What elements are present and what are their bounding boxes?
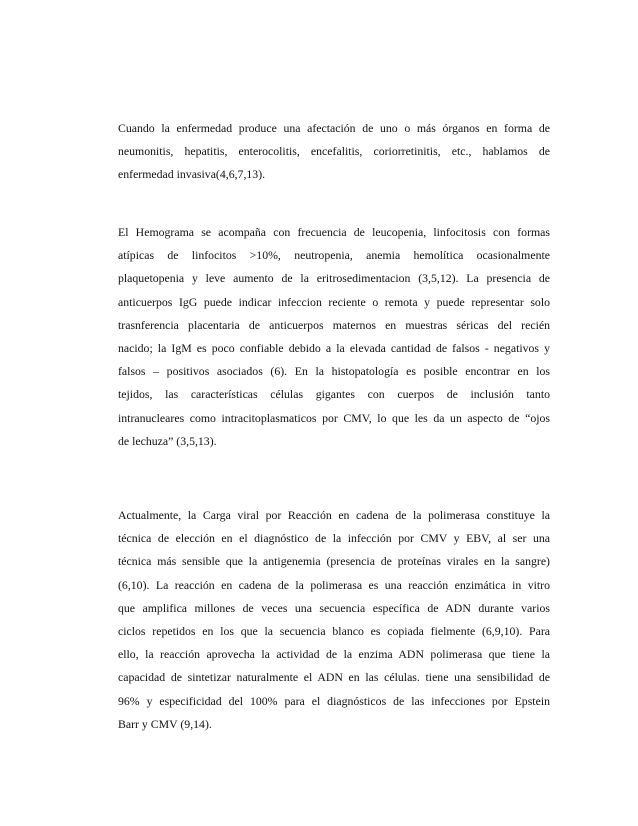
text-line: tejidos, las características células gigantes con cuerpos de inclusión tanto: [118, 387, 550, 402]
paragraph-invasive-disease: [118, 117, 550, 187]
text-line: técnica de elección en el diagnóstico de la infección por CMV y EBV, al ser una: [118, 531, 550, 546]
text-line: de lechuza” (3,5,13).: [118, 433, 217, 448]
text-line: trasnferencia placentaria de anticuerpos maternos en muestras séricas del recién: [118, 317, 550, 332]
text-line: intranucleares como intracitoplasmaticos por CMV, lo que les da un aspecto de “ojos: [118, 410, 550, 425]
text-line: capacidad de sintetizar naturalmente el ADN en las células. tiene una sensibilidad de: [118, 670, 550, 685]
text-line: falsos – positivos asociados (6). En la histopatología es posible encontrar en los: [118, 364, 550, 379]
text-line: técnica más sensible que la antigenemia (presencia de proteínas virales en la sangre): [118, 554, 550, 569]
text-line: neumonitis, hepatitis, enterocolitis, encefalitis, coriorretinitis, etc., hablamos de: [118, 144, 550, 159]
text-line: anticuerpos IgG puede indicar infeccion reciente o remota y puede representar solo: [118, 294, 550, 309]
text-line: Barr y CMV (9,14).: [118, 716, 212, 731]
text-line: Actualmente, la Carga viral por Reacción en cadena de la polimerasa constituye la: [118, 508, 550, 522]
text-line: atípicas de linfocitos >10%, neutropenia, anemia hemolítica ocasionalmente: [118, 248, 550, 263]
paragraph-pcr-viral-load: [118, 504, 550, 736]
text-line: ciclos repetidos en los que la secuencia blanco es copiada fielmente (6,9,10). Para: [118, 623, 550, 638]
text-line: que amplifica millones de veces una secuencia específica de ADN durante varios: [118, 600, 550, 615]
text-line: Cuando la enfermedad produce una afectación de uno o más órganos en forma de: [118, 121, 550, 135]
text-line: enfermedad invasiva(4,6,7,13).: [118, 167, 266, 182]
text-line: nacido; la IgM es poco confiable debido a la elevada cantidad de falsos - negativos y: [118, 340, 550, 355]
text-line: 96% y especificidad del 100% para el diagnósticos de las infecciones por Epstein: [118, 693, 550, 708]
paragraph-hemogram: [118, 221, 550, 453]
text-line: plaquetopenia y leve aumento de la eritrosedimentacion (3,5,12). La presencia de: [118, 271, 550, 286]
text-line: (6,10). La reacción en cadena de la polimerasa es una reacción enzimática in vitro: [118, 577, 550, 592]
text-line: ello, la reacción aprovecha la actividad de la enzima ADN polimerasa que tiene la: [118, 647, 550, 662]
text-line: El Hemograma se acompaña con frecuencia de leucopenia, linfocitosis con formas: [118, 225, 550, 239]
